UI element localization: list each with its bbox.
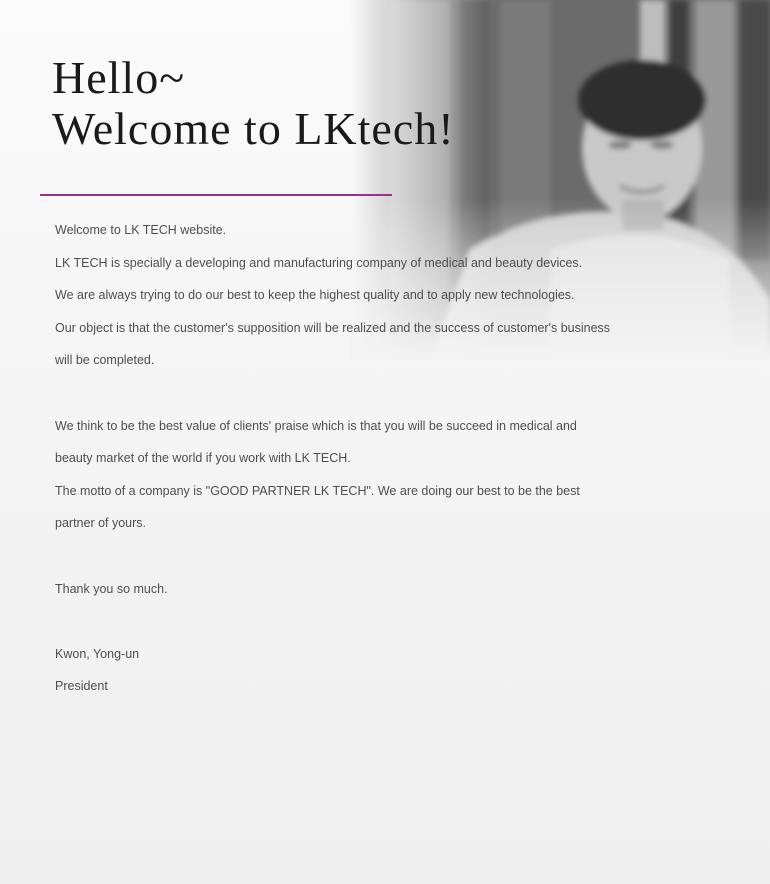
paragraph-line: partner of yours.: [55, 516, 147, 531]
paragraph-line: Welcome to LK TECH website.: [55, 223, 227, 237]
paragraph-spacer: [55, 546, 655, 579]
paragraph-line: We think to be the best value of clients' praise which is that you will be succeed in medical and: [55, 418, 577, 433]
paragraph-line: Our object is that the customer's supposition will be realized and the success of customer's business: [55, 320, 611, 335]
paragraph-line: The motto of a company is "GOOD PARTNER LK TECH". We are doing our best to be the best: [55, 483, 580, 498]
paragraph-line: LK TECH is specially a developing and manufacturing company of medical and beauty devices.: [55, 255, 583, 270]
closing-line: Thank you so much.: [55, 581, 168, 596]
greeting-message: [55, 220, 655, 709]
accent-divider: [40, 194, 392, 196]
paragraph-line: beauty market of the world if you work with LK TECH.: [55, 451, 351, 466]
paragraph-spacer: [55, 383, 655, 416]
signature-name: Kwon, Yong-un: [55, 646, 140, 661]
paragraph-line: will be completed.: [55, 353, 155, 368]
page-heading: [52, 52, 455, 154]
heading-line-hello: Hello~: [52, 52, 186, 103]
paragraph-line: We are always trying to do our best to keep the highest quality and to apply new technologies.: [55, 288, 575, 303]
paragraph-spacer: [55, 611, 655, 644]
heading-line-welcome: Welcome to LKtech!: [52, 103, 455, 154]
signature-title: President: [55, 679, 108, 694]
